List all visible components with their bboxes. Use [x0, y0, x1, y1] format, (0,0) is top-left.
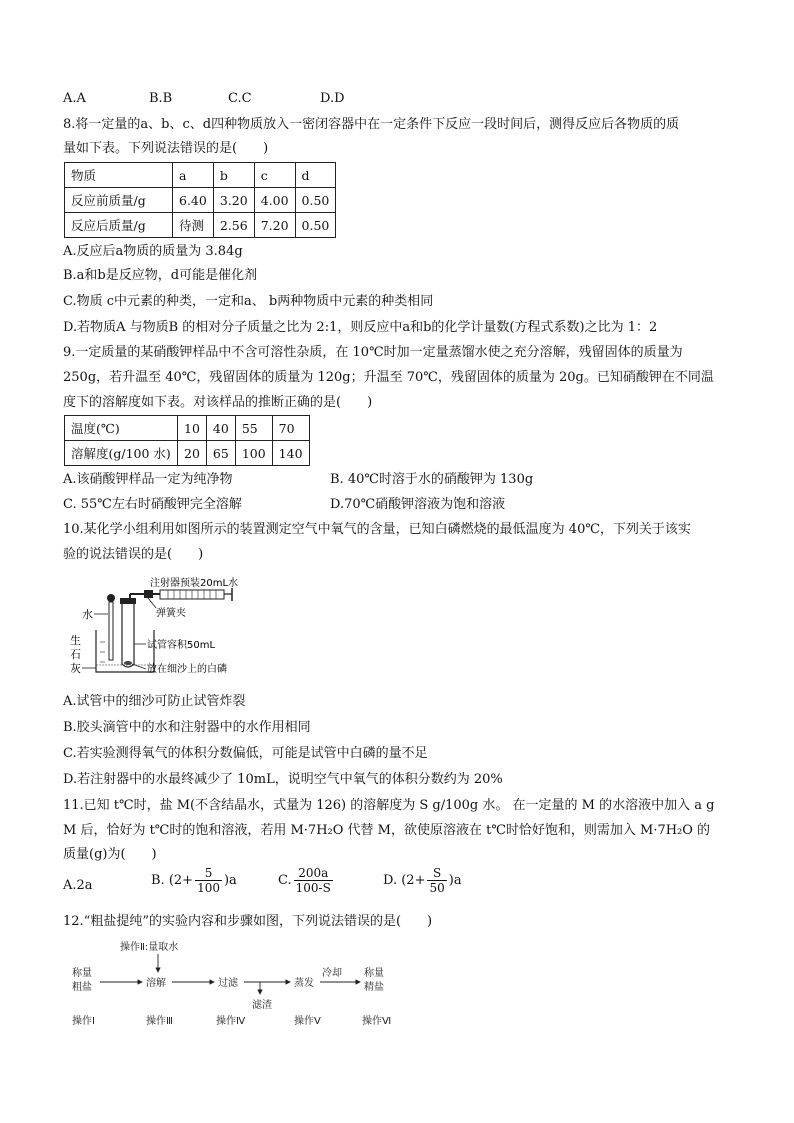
fraction-denominator: 50 — [429, 881, 445, 895]
lime-label — [70, 633, 81, 675]
q8-option-c: C.物质 c中元素的种类，一定和a、 b两种物质中元素的种类相同 — [63, 294, 434, 309]
table-cell: 70 — [272, 416, 309, 441]
q10-option-a: A.试管中的细沙可防止试管炸裂 — [63, 694, 246, 709]
filter-label: 过滤 — [218, 978, 238, 989]
q10-stem-line1: 10.某化学小组利用如图所示的装置测定空气中氧气的含量，已知白磷燃烧的最低温度为 40℃，下列关于该实 — [63, 522, 691, 537]
option-c-fraction — [294, 866, 333, 895]
white-phosphorus — [124, 661, 132, 665]
q11-stem-line1: 11.已知 t℃时，盐 M(不含结晶水，式量为 126) 的溶解度为 S g/100g 水。 在一定量的 M 的水溶液中加入 a g — [63, 798, 715, 813]
q11-option-b — [151, 866, 237, 895]
table-cell: 7.20 — [254, 213, 295, 238]
table-cell: 65 — [206, 441, 235, 466]
table-cell: 2.56 — [213, 213, 254, 238]
option-c-prefix: C. — [278, 873, 292, 888]
weigh-label-2: 粗盐 — [72, 982, 92, 993]
q8-stem-line1: 8.将一定量的a、b、c、d四种物质放入一密闭容器中在一定条件下反应一段时间后，测得反应后各物质的质 — [63, 117, 680, 132]
table-row — [65, 416, 310, 441]
q8-stem-line2: 量如下表。下列说法错误的是( ) — [63, 141, 269, 156]
fraction-denominator: 100 — [197, 881, 220, 895]
q9-option-b: B. 40℃时溶于水的硝酸钾为 130g — [330, 472, 534, 487]
option-d-suffix: )a — [448, 873, 462, 888]
table-cell: 20 — [178, 441, 207, 466]
q10-option-d: D.若注射器中的水最终减少了 10mL，说明空气中氧气的体积分数约为 20% — [63, 772, 503, 787]
option-d-fraction — [427, 866, 446, 895]
q9-stem-line2: 250g，若升温至 40℃，残留固体的质量为 120g；升温至 70℃，残留固体的质量为 20g。已知硝酸钾在不同温 — [63, 370, 714, 385]
fraction-denominator: 100-S — [295, 881, 331, 895]
table-cell: 反应前质量/g — [65, 188, 173, 213]
table-cell: 反应后质量/g — [65, 213, 173, 238]
q9-solubility-table — [64, 415, 310, 466]
table-cell: 溶解度(g/100 水) — [65, 441, 178, 466]
svg-text:石: 石 — [70, 648, 81, 661]
table-cell: 3.20 — [213, 188, 254, 213]
operation-3-label: 操作Ⅲ — [146, 1016, 173, 1027]
table-cell: 待测 — [173, 213, 214, 238]
table-cell: 55 — [235, 416, 272, 441]
q9-stem-line3: 度下的溶解度如下表。对该样品的推断正确的是( ) — [63, 395, 373, 410]
test-tube — [122, 602, 134, 667]
syringe-graduation — [168, 590, 216, 599]
q7-option-a: A.A — [63, 91, 86, 106]
fraction-numerator: S — [427, 866, 446, 881]
table-cell: 6.40 — [173, 188, 214, 213]
q10-apparatus-diagram — [60, 572, 260, 684]
table-cell: b — [213, 163, 254, 188]
water-label: 水 — [82, 608, 93, 621]
q9-options-row1 — [63, 470, 233, 490]
dropper-tube — [109, 602, 113, 660]
q12-flow-diagram — [66, 938, 406, 1030]
q11-stem-line2: M 后，恰好为 t℃时的饱和溶液，若用 M·7H₂O 代替 M，欲使原溶液在 t℃时恰好饱和，则需加入 M·7H₂O 的 — [63, 823, 711, 838]
table-cell: 40 — [206, 416, 235, 441]
evaporate-label: 蒸发 — [294, 978, 314, 989]
option-b-prefix: B. (2+ — [151, 873, 194, 888]
q7-option-c: C.C — [228, 91, 252, 106]
table-cell: d — [295, 163, 336, 188]
cool-label: 冷却 — [322, 968, 342, 979]
q9-option-a: A.该硝酸钾样品一定为纯净物 — [63, 472, 233, 487]
table-row — [65, 213, 336, 238]
q7-option-b: B.B — [149, 91, 173, 106]
table-row — [65, 441, 310, 466]
operation-1-label: 操作Ⅰ — [72, 1016, 95, 1027]
q10-stem-line2: 验的说法错误的是( ) — [63, 547, 204, 562]
table-row — [65, 188, 336, 213]
q8-option-a: A.反应后a物质的质量为 3.84g — [63, 244, 243, 259]
operation-5-label: 操作Ⅴ — [294, 1016, 321, 1027]
fraction-numerator: 5 — [195, 866, 222, 881]
operation-6-label: 操作Ⅵ — [362, 1016, 392, 1027]
q11-stem-line3: 质量(g)为( ) — [63, 847, 157, 862]
q9-option-d: D.70℃硝酸钾溶液为饱和溶液 — [330, 497, 506, 512]
dropper-bulb — [107, 594, 115, 602]
q12-stem: 12.“粗盐提纯”的实验内容和步骤如图，下列说法错误的是( ) — [63, 914, 433, 929]
table-cell: c — [254, 163, 295, 188]
table-cell: 0.50 — [295, 213, 336, 238]
q7-option-d: D.D — [320, 91, 345, 106]
q10-option-b: B.胶头滴管中的水和注射器中的水作用相同 — [63, 720, 311, 735]
q10-option-c: C.若实验测得氧气的体积分数偏低，可能是试管中白磷的量不足 — [63, 746, 428, 761]
operation-4-label: 操作Ⅳ — [216, 1016, 246, 1027]
table-cell: 10 — [178, 416, 207, 441]
table-cell: 0.50 — [295, 188, 336, 213]
table-cell: a — [173, 163, 214, 188]
clamp-pointer — [148, 598, 156, 608]
beaker-graduation — [100, 642, 105, 662]
spring-clamp — [144, 590, 153, 598]
tube-volume-label: 试管容积50mL — [147, 640, 216, 651]
q11-options — [63, 866, 663, 906]
q8-mass-table — [64, 162, 336, 238]
operation-2-label: 操作Ⅱ:量取水 — [120, 942, 179, 953]
q9-stem-line1: 9.一定质量的某硝酸钾样品中不含可溶性杂质，在 10℃时加一定量蒸馏水使之充分溶解，残留固体的质量为 — [63, 345, 683, 360]
q9-option-c: C. 55℃左右时硝酸钾完全溶解 — [63, 497, 242, 512]
final-label-2: 精盐 — [364, 982, 384, 993]
residue-label: 滤渣 — [252, 1000, 272, 1011]
table-cell: 4.00 — [254, 188, 295, 213]
option-b-suffix: )a — [223, 873, 237, 888]
q8-option-d: D.若物质A 与物质B 的相对分子质量之比为 2:1，则反应中a和b的化学计量数(方程式系数)之比为 1：2 — [63, 320, 658, 335]
table-cell: 物质 — [65, 163, 173, 188]
clamp-label: 弹簧夹 — [156, 608, 186, 619]
sand-label: 放在细沙上的白磷 — [147, 664, 227, 675]
svg-text:生: 生 — [70, 634, 81, 647]
syringe-label: 注射器预装20mL水 — [150, 578, 239, 589]
q11-option-c — [278, 866, 335, 895]
final-label-1: 称量 — [364, 968, 384, 979]
option-d-prefix: D. (2+ — [383, 873, 426, 888]
dissolve-label: 溶解 — [146, 978, 166, 989]
weigh-label-1: 称量 — [72, 968, 92, 979]
table-cell: 温度(℃) — [65, 416, 178, 441]
q11-option-d — [383, 866, 462, 895]
option-b-fraction — [195, 866, 222, 895]
test-tube-stopper — [120, 598, 136, 604]
q8-option-b: B.a和b是反应物，d可能是催化剂 — [63, 268, 258, 283]
table-row — [65, 163, 336, 188]
fraction-numerator: 200a — [294, 866, 333, 881]
table-cell: 140 — [272, 441, 309, 466]
table-cell: 100 — [235, 441, 272, 466]
q11-option-a: A.2a — [63, 878, 93, 893]
svg-text:灰: 灰 — [70, 662, 81, 675]
